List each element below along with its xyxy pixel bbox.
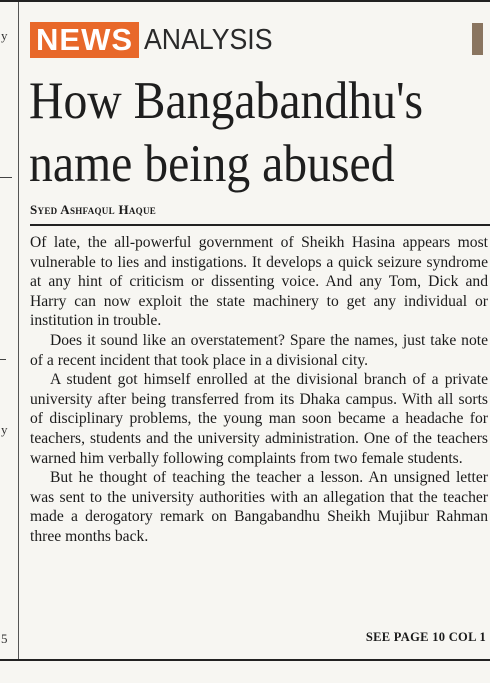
left-column-glyph: y (1, 422, 8, 437)
article-paragraph: A student got himself enrolled at the divisional branch of a private university after being transferred from its Dhaka campus. With all sorts of disciplinary problems, the young man soon became a headache for teachers, students and the university administration. One of the teachers warned him verbally following complaints from two female students. (30, 371, 488, 467)
article-body (30, 233, 488, 547)
headline: How Bangabandhu's name being abused (29, 72, 424, 193)
left-column-rule (0, 359, 6, 360)
left-column-rule (0, 177, 12, 178)
analysis-label: ANALYSIS (144, 24, 273, 56)
section-kicker (30, 22, 284, 58)
left-column-glyph: 5 (1, 631, 8, 646)
article-paragraph: Of late, the all-powerful government of Sheikh Hasina appears most vulnerable to lies and instigations. It develops a quick seizure syndrome at any hint of criticism or dissenting voice. And any Tom, Dick and Harry can now exploit the state machinery to get any individual or institution in trouble. (30, 234, 488, 330)
left-column-glyph: y (1, 28, 8, 43)
continuation-jump: SEE PAGE 10 COL 1 (365, 630, 486, 644)
bottom-rule (0, 659, 490, 661)
adjacent-column-fragment (0, 2, 17, 659)
news-label: NEWS (30, 22, 139, 58)
corner-bar (472, 23, 483, 55)
top-rule (0, 0, 490, 2)
column-divider (18, 2, 19, 659)
byline-rule (30, 224, 490, 226)
article-paragraph: But he thought of teaching the teacher a lesson. An unsigned letter was sent to the university authorities with an allegation that the teacher made a derogatory remark on Bangabandhu Sheikh Mujibur Rahman three months back. (30, 469, 488, 545)
article-paragraph: Does it sound like an overstatement? Spare the names, just take note of a recent incident that took place in a divisional city. (30, 331, 488, 369)
byline: Syed Ashfaqul Haque (30, 202, 157, 217)
